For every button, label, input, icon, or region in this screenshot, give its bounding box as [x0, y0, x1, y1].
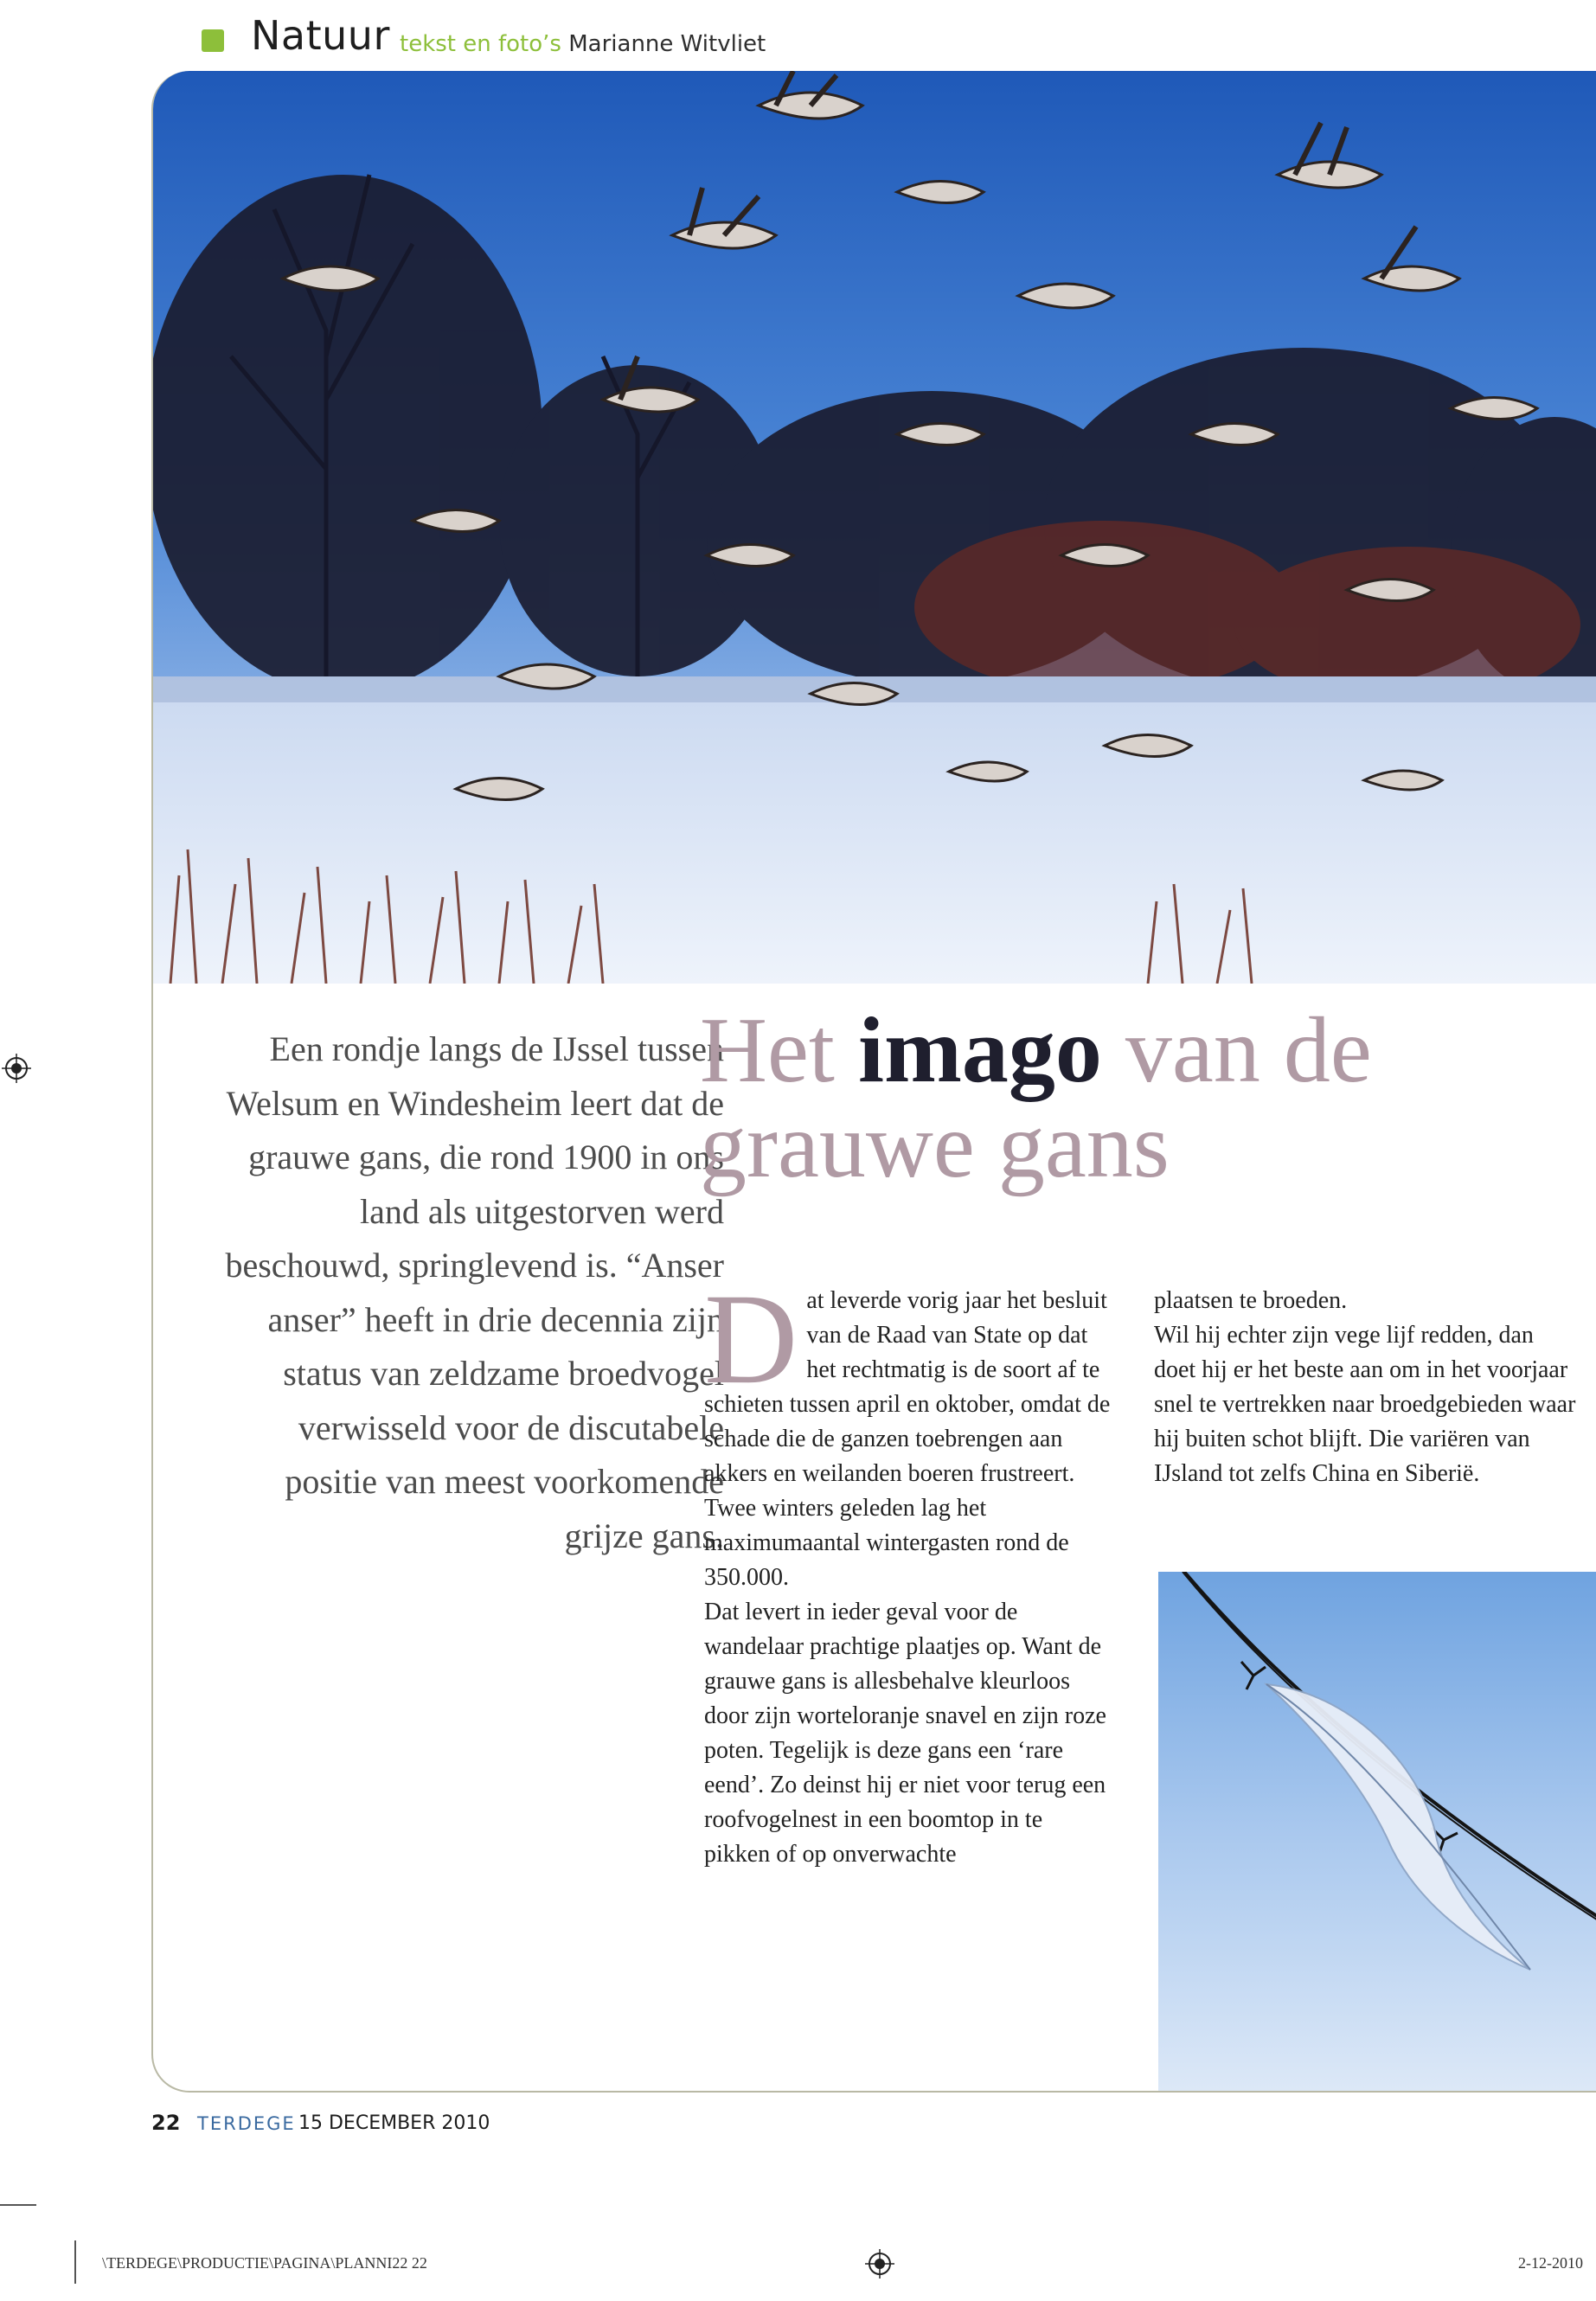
body-paragraph: Wil hij echter zijn vege lijf redden, dan doet hij er het beste aan om in het voorjaar snel te vertrekken naar broedgebieden waar hij buiten schot blijft. Die variëren van IJsland tot zelfs China en Siberië. — [1154, 1322, 1576, 1487]
credit-name: Marianne Witvliet — [568, 31, 766, 57]
crop-mark — [74, 2240, 76, 2284]
section-title: Natuur — [251, 12, 390, 59]
hero-photo-geese — [153, 71, 1596, 984]
registration-mark-icon — [2, 1054, 31, 1083]
drop-cap: D — [704, 1267, 798, 1411]
page-number: 22 — [151, 2111, 181, 2135]
section-marker-icon — [202, 29, 224, 52]
feather-photo — [1158, 1572, 1596, 2091]
body-paragraph: plaatsen te broeden. — [1154, 1287, 1348, 1314]
title-part-2: van de grauwe gans — [700, 999, 1372, 1197]
feather-on-barbed-wire-illustration — [1158, 1572, 1596, 2091]
body-paragraph: Dat levert in ieder geval voor de wandelaar prachtige plaatjes op. Want de grauwe gans is allesbehalve kleurloos door zijn worteloranje snavel en zijn roze poten. Tegelijk is deze gans een ‘rare eend’. Zo deinst hij er niet voor terug een roofvogelnest in een boomtop in te pikken of op onverwachte — [704, 1599, 1106, 1868]
credit-label: tekst en foto’s — [400, 31, 561, 57]
slug-path: \TERDEGE\PRODUCTIE\PAGINA\PLANNI22 22 — [102, 2254, 427, 2272]
intro-text: Een rondje langs de IJssel tussen Welsum en Windesheim leert dat de grauwe gans, die rond 1900 in ons land als uitgestorven werd beschouwd, springlevend is. “Anser anser” heeft in drie decennia zijn status van zeldzame broedvogel verwisseld voor de discutabele positie van meest voorkomende grijze gans. — [225, 1029, 724, 1555]
title-emphasis: imago — [857, 999, 1102, 1102]
geese-flying-illustration — [153, 71, 1596, 984]
body-column-2 — [1154, 1284, 1578, 1491]
page-frame — [151, 71, 1596, 2093]
body-paragraph: at leverde vorig jaar het besluit van de Raad van State op dat het rechtmatig is de soort af te schieten tussen april en oktober, omdat de schade die de ganzen toebrengen aan akkers en weilanden boeren frustreert. Twee winters geleden lag het maximumaantal wintergasten rond de 350.000. — [704, 1287, 1111, 1591]
title-part-1: Het — [700, 999, 858, 1102]
issue-date: 15 DECEMBER 2010 — [298, 2112, 490, 2134]
registration-mark-icon — [865, 2249, 894, 2279]
slug-date: 2-12-2010 — [1518, 2254, 1583, 2272]
magazine-name: TERDEGE — [197, 2113, 296, 2134]
crop-mark — [0, 2204, 36, 2206]
body-column-1 — [704, 1267, 1111, 1872]
author-credit — [400, 31, 766, 57]
article-title — [700, 999, 1582, 1197]
